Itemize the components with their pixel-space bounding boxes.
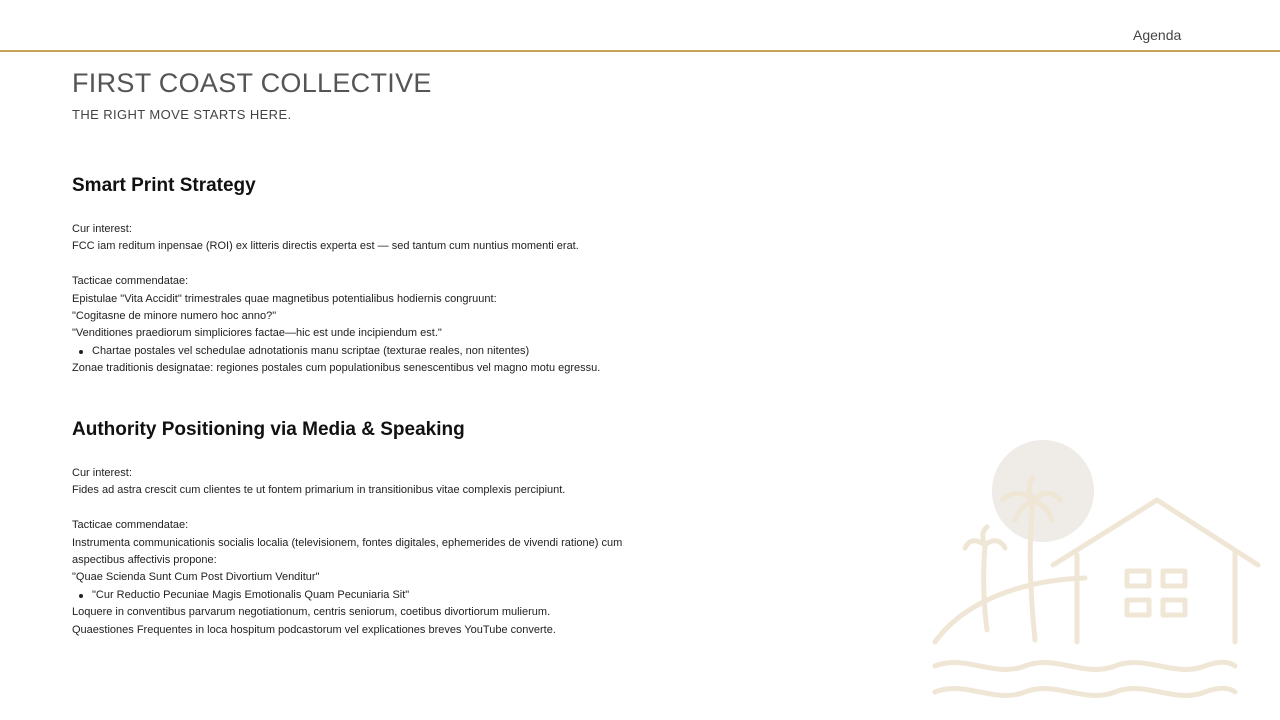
tactics-label: Tacticae commendatae: bbox=[72, 519, 189, 532]
brand-title: FIRST COAST COLLECTIVE bbox=[72, 68, 432, 98]
tactic-line: Instrumenta communicationis socialis localia (televisionem, fontes digitales, ephemerides de vivendi ratione) cum bbox=[72, 536, 623, 549]
section-heading: Smart Print Strategy bbox=[72, 175, 256, 196]
why-text: Fides ad astra crescit cum clientes te ut fontem primarium in transitionibus vitae complexis percipiunt. bbox=[72, 484, 566, 497]
section-heading: Authority Positioning via Media & Speaking bbox=[72, 419, 465, 440]
closing-line: Quaestiones Frequentes in loca hospitum podcastorum vel explicationes breves YouTube converte. bbox=[72, 623, 556, 636]
closing-line: Loquere in conventibus parvarum negotiationum, centris seniorum, coetibus divortiorum mulierum. bbox=[72, 606, 551, 619]
section-smart-print bbox=[72, 174, 652, 378]
why-text: FCC iam reditum inpensae (ROI) ex litteris directis experta est — sed tantum cum nuntius momenti erat. bbox=[72, 240, 579, 253]
bullet-item: Chartae postales vel schedulae adnotationis manu scriptae (texturae reales, non nitentes) bbox=[72, 343, 652, 360]
header-divider bbox=[0, 50, 1280, 52]
section-authority-positioning bbox=[72, 418, 652, 639]
brand-tagline: THE RIGHT MOVE STARTS HERE. bbox=[72, 107, 292, 122]
tactic-line: "Quae Scienda Sunt Cum Post Divortium Venditur" bbox=[72, 571, 320, 584]
why-label: Cur interest: bbox=[72, 467, 132, 479]
agenda-link[interactable]: Agenda bbox=[1133, 27, 1182, 43]
tactic-line: Epistulae "Vita Accidit" trimestrales quae magnetibus potentialibus hodiernis congruunt: bbox=[72, 292, 497, 305]
tactic-line: aspectibus affectivis propone: bbox=[72, 554, 217, 567]
bullet-item: "Cur Reductio Pecuniae Magis Emotionalis Quam Pecuniaria Sit" bbox=[72, 587, 652, 604]
tactic-line: "Cogitasne de minore numero hoc anno?" bbox=[72, 310, 277, 323]
tactics-label: Tacticae commendatae: bbox=[72, 275, 189, 288]
island-house-palm-icon bbox=[925, 430, 1265, 710]
why-label: Cur interest: bbox=[72, 223, 132, 235]
tactic-line: "Venditiones praediorum simpliciores factae—hic est unde incipiendum est." bbox=[72, 327, 442, 340]
closing-line: Zonae traditionis designatae: regiones postales cum populationibus senescentibus vel magno motu egressu. bbox=[72, 362, 601, 375]
